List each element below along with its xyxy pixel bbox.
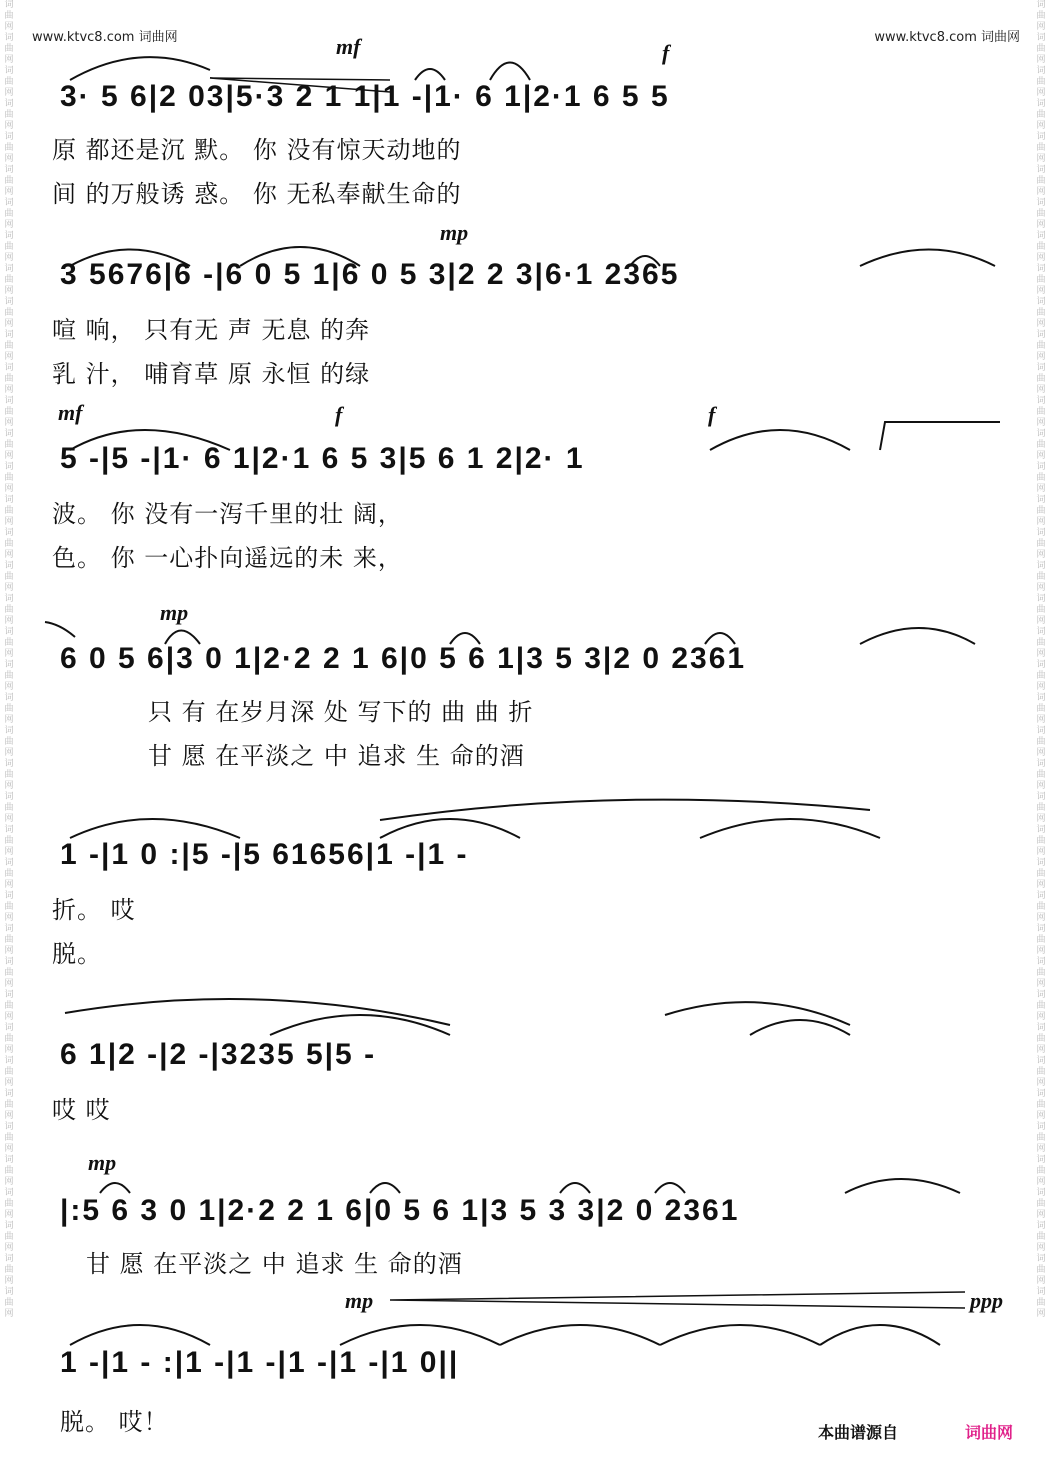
dynamic-mark: mp bbox=[88, 1150, 117, 1175]
lyric-line: 波。 你 没有一泻千里的壮 阔， bbox=[52, 500, 403, 528]
lyric-line: 甘 愿 在平淡之 中 追求 生 命的酒 bbox=[86, 1250, 463, 1278]
slur-marks bbox=[60, 1290, 980, 1350]
header-watermark-left: www.ktvc8.com 词曲网 bbox=[32, 30, 178, 45]
lyric-line: 原 都还是沉 默。 你 没有惊天动地的 bbox=[52, 136, 462, 164]
dynamic-mark: mp bbox=[345, 1288, 374, 1313]
notation-line: 1 -|1 - :|1 -|1 -|1 -|1 -|1 0|| bbox=[60, 1346, 460, 1379]
dynamic-mark: ppp bbox=[970, 1288, 1003, 1313]
lyric-line: 喧 响， 只有无 声 无息 的奔 bbox=[52, 316, 371, 344]
lyric-line: 脱。 bbox=[52, 940, 102, 968]
dynamic-mark: f bbox=[335, 402, 343, 427]
lyric-line: 只 有 在岁月深 处 写下的 曲 曲 折 bbox=[148, 698, 534, 726]
side-watermark-left: 词曲网词曲网词曲网词曲网词曲网词曲网词曲网词曲网词曲网词曲网词曲网词曲网词曲网词曲网词曲网词曲网词曲网词曲网词曲网词曲网词曲网词曲网词曲网词曲网词曲网词曲网词曲网词曲网词曲网词曲网词曲网词曲网词曲网词曲网词曲网词曲网词曲网词曲网词曲网词曲网 bbox=[4, 0, 14, 1319]
notation-line: 5 -|5 -|1· 6 1|2·1 6 5 3|5 6 1 2|2· 1 bbox=[60, 442, 585, 475]
dynamic-mark: mf bbox=[58, 400, 83, 425]
lyric-line: 色。 你 一心扑向遥远的未 来， bbox=[52, 544, 403, 572]
dynamic-mark: f bbox=[708, 402, 716, 427]
notation-line: 1 -|1 0 :|5 -|5 61656|1 -|1 - bbox=[60, 838, 469, 871]
header-watermark-right: www.ktvc8.com 词曲网 bbox=[874, 30, 1020, 45]
lyric-line: 乳 汁， 哺育草 原 永恒 的绿 bbox=[52, 360, 371, 388]
dynamic-mark: f bbox=[662, 40, 670, 65]
notation-line: 3· 5 6|2 03|5·3 2 1 1|1 -|1· 6 1|2·1 6 5 5 bbox=[60, 80, 670, 113]
dynamic-mark: mp bbox=[160, 600, 189, 625]
lyric-line: 脱。 哎！ bbox=[60, 1408, 169, 1436]
notation-line: 6 0 5 6|3 0 1|2·2 2 1 6|0 5 6 1|3 5 3|2 0 2361 bbox=[60, 642, 747, 675]
notation-line: |:5 6 3 0 1|2·2 2 1 6|0 5 6 1|3 5 3 3|2 0 2361 bbox=[60, 1194, 740, 1227]
source-label: 本曲谱源自 bbox=[818, 1423, 899, 1442]
notation-line: 3 5676|6 -|6 0 5 1|6 0 5 3|2 2 3|6·1 2365 bbox=[60, 258, 680, 291]
slur-marks bbox=[60, 985, 940, 1045]
dynamic-mark: mf bbox=[336, 34, 361, 59]
lyric-line: 甘 愿 在平淡之 中 追求 生 命的酒 bbox=[148, 742, 525, 770]
notation-line: 6 1|2 -|2 -|3235 5|5 - bbox=[60, 1038, 377, 1071]
dynamic-mark: mp bbox=[440, 220, 469, 245]
lyric-line: 间 的万般诱 惑。 你 无私奉献生命的 bbox=[52, 180, 462, 208]
lyric-line: 折。 哎 bbox=[52, 896, 136, 924]
side-watermark-right: 词曲网词曲网词曲网词曲网词曲网词曲网词曲网词曲网词曲网词曲网词曲网词曲网词曲网词曲网词曲网词曲网词曲网词曲网词曲网词曲网词曲网词曲网词曲网词曲网词曲网词曲网词曲网词曲网词曲网词曲网词曲网词曲网词曲网词曲网词曲网词曲网词曲网词曲网词曲网词曲网 bbox=[1036, 0, 1046, 1319]
site-label[interactable]: 词曲网 bbox=[965, 1423, 1014, 1442]
lyric-line: 哎 哎 bbox=[52, 1096, 111, 1124]
